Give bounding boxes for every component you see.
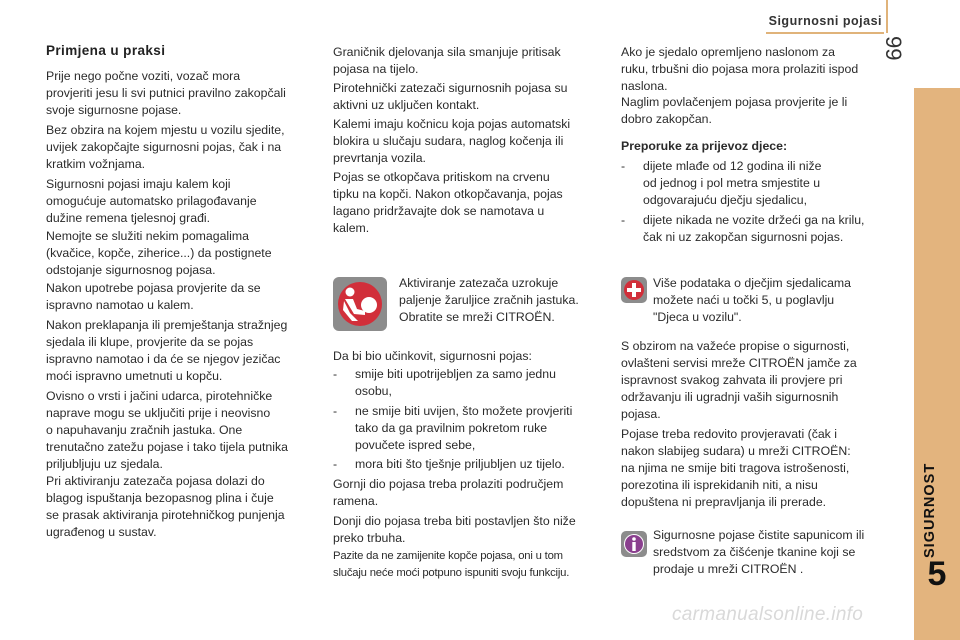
col3-tug-note: Naglim povlačenjem pojasa provjerite je li dobro zakopčan. (621, 95, 848, 126)
children-heading: Preporuke za prijevoz djece: (621, 139, 788, 153)
children-item-1: - dijete mlađe od 12 godina ili niže od jednog i pol metra smjestite u odgovarajuću dječju sjedalicu, (621, 158, 907, 209)
col1-paragraph-7: Ovisno o vrsti i jačini udarca, pirotehničke naprave mogu se uključiti prije i neovisno o napuhavanju zračnih jastuka. One trenutačno zatežu pojase i tako tijela putnika priljubljuju uz sjedala. (46, 389, 288, 471)
chapter-number: 5 (927, 555, 947, 593)
effective-item-2: - ne smije biti uvijen, što možete provjeriti tako da ga pravilnim pokretom ruke povučete ispred sebe, (333, 403, 613, 454)
effective-item-1: - smije biti upotrijebljen za samo jednu osobu, (333, 366, 613, 400)
watermark: carmanualsonline.info (672, 604, 864, 625)
header-rule (766, 32, 884, 34)
children-item-2-text: dijete nikada ne vozite držeći ga na krilu, čak ni uz zakopčan sigurnosni pojas. (643, 213, 865, 244)
section-label-text: SIGURNOST (922, 462, 938, 558)
col1-paragraph-4: Nemojte se služiti nekim pomagalima (kvačice, kopče, ziherice...) da postignete odstojanje sigurnosnog pojasa. (46, 229, 272, 277)
section-heading: Primjena u praksi (46, 43, 166, 58)
page-header-title: Sigurnosni pojasi (768, 14, 882, 28)
inspection-note: Pojase treba redovito provjeravati (čak i nakon slabijeg sudara) u mreži CITROËN: na njima ne smije biti tragova istrošenosti, porezotina ili isprekidanih niti, a nisu dopuštena ni prepravljanja ili prerade. (621, 427, 851, 509)
plus-info-icon (621, 277, 647, 303)
airbag-note: Aktiviranje zatezača uzrokuje paljenje žaruljice zračnih jastuka. Obratite se mreži CITROËN. (399, 276, 579, 324)
info-icon (621, 531, 647, 557)
col2-paragraph-2: Pirotehnički zatezači sigurnosnih pojasa su aktivni uz uključen kontakt. (333, 81, 568, 112)
regulations-note: S obzirom na važeće propise o sigurnosti, ovlašteni servisi mreže CITROËN jamče za ispravnost svakog zahvata ili provjere pri održavanju ili ugradnji vaših sigurnosnih pojasa. (621, 339, 857, 421)
col2-paragraph-1: Graničnik djelovanja sila smanjuje pritisak pojasa na tijelo. (333, 45, 561, 76)
col3-armrest-note: Ako je sjedalo opremljeno naslonom za ruku, trbušni dio pojasa mora prolaziti ispod naslona. (621, 45, 859, 93)
col1-paragraph-1: Prije nego počne voziti, vozač mora provjeriti jesu li svi putnici pravilno zakopčali svoje sigurnosne pojase. (46, 69, 286, 117)
col1-paragraph-6: Nakon preklapanja ili premještanja stražnjeg sjedala ili klupe, provjerite da se pojas ispravno namotao i da će se njegov jezičac moći ispravno umetnuti u kopču. (46, 318, 288, 383)
col1-paragraph-2: Bez obzira na kojem mjestu u vozilu sjedite, uvijek zakopčajte sigurnosni pojas, čak i na kratkim vožnjama. (46, 123, 285, 171)
effective-item-1-text: smije biti upotrijebljen za samo jednu osobu, (355, 367, 556, 398)
buckle-warning: Pazite da ne zamijenite kopče pojasa, oni u tom slučaju neće moći potpuno ispuniti svoju funkciju. (333, 550, 570, 579)
children-item-2: - dijete nikada ne vozite držeći ga na krilu, čak ni uz zakopčan sigurnosni pojas. (621, 212, 907, 246)
effective-intro: Da bi bio učinkovit, sigurnosni pojas: (333, 349, 532, 363)
col2-paragraph-3: Kalemi imaju kočnicu koja pojas automatski blokira u slučaju sudara, naglog kočenja ili prevrtanja vozila. (333, 117, 571, 165)
header-tick (886, 0, 888, 33)
effective-item-2-text: ne smije biti uvijen, što možete provjeriti tako da ga pravilnim pokretom ruke povučete ispred sebe, (355, 404, 573, 452)
upper-part-note: Gornji dio pojasa treba prolaziti područjem ramena. (333, 477, 564, 508)
col1-paragraph-5: Nakon upotrebe pojasa provjerite da se ispravno namotao u kalem. (46, 281, 261, 312)
lower-part-note: Donji dio pojasa treba biti postavljen što niže preko trbuha. (333, 514, 576, 545)
page-number: 99 (881, 36, 906, 61)
effective-item-3-text: mora biti što tješnje priljubljen uz tijelo. (355, 457, 565, 471)
cleaning-note: Sigurnosne pojase čistite sapunicom ili sredstvom za čišćenje tkanine koji se prodaje u mreži CITROËN . (653, 528, 865, 576)
col1-paragraph-8: Pri aktiviranju zatezača pojasa dolazi do blagog ispuštanja bezopasnog plina i čuje se prasak aktiviranja pirotehničkog punjenja ugrađenog u sustav. (46, 474, 285, 539)
col1-paragraph-3: Sigurnosni pojasi imaju kalem koji omogućuje automatsko prilagođavanje dužine remena tjelesnoj građi. (46, 177, 257, 225)
col2-paragraph-4: Pojas se otkopčava pritiskom na crvenu tipku na kopči. Nakon otkopčavanja, pojas lagano pridržavajte dok se namotava u kalem. (333, 170, 563, 235)
section-label (914, 88, 960, 558)
children-item-1-text: dijete mlađe od 12 godina ili niže od jednog i pol metra smjestite u odgovarajuću dječju sjedalicu, (643, 159, 822, 207)
effective-item-3: - mora biti što tješnje priljubljen uz tijelo. (333, 456, 613, 473)
airbag-warning-icon (333, 277, 387, 331)
child-seat-note: Više podataka o dječjim sjedalicama možete naći u točki 5, u poglavlju "Djeca u vozilu". (653, 276, 851, 324)
